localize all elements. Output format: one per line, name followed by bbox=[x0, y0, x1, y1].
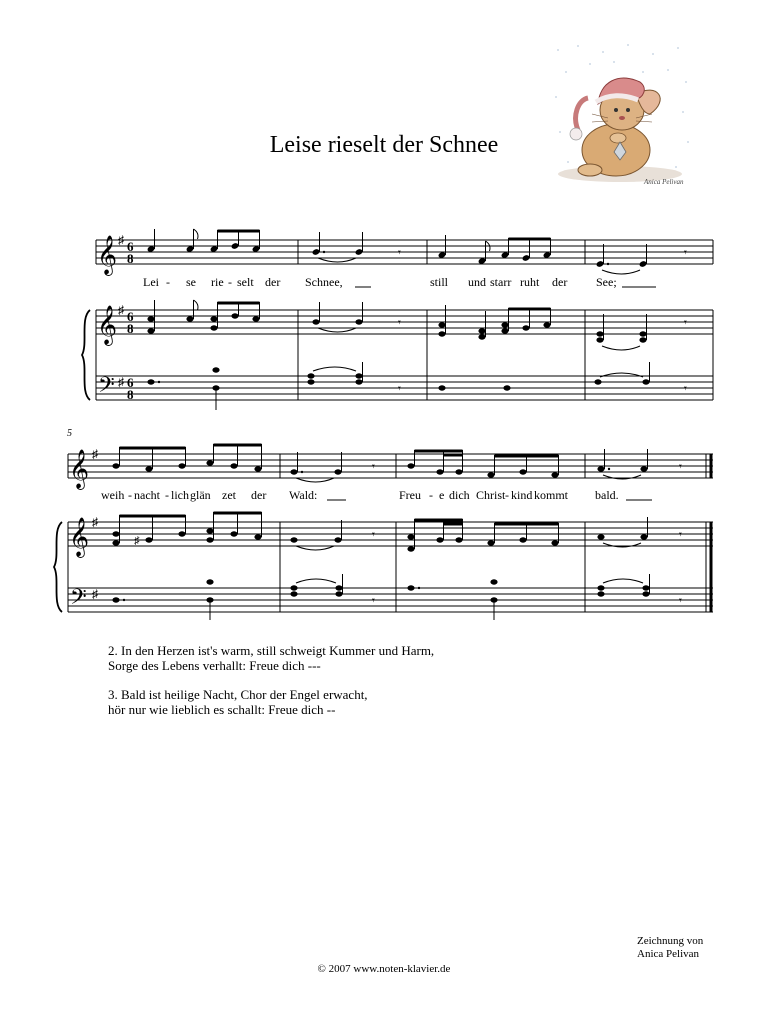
piano-treble-staff-1 bbox=[96, 310, 713, 334]
lyric-syllable: starr bbox=[490, 275, 512, 289]
time-signature-top: 6 bbox=[127, 239, 134, 254]
lyric-syllable: bald. bbox=[595, 488, 619, 502]
credit-line: Anica Pelivan bbox=[637, 948, 700, 960]
lyric-syllable: nacht bbox=[134, 488, 160, 502]
svg-text:𝄾: 𝄾 bbox=[398, 247, 401, 259]
svg-text:8: 8 bbox=[127, 387, 134, 402]
lyric-syllable: se bbox=[186, 275, 196, 289]
sharp-icon: ♯ bbox=[92, 447, 98, 461]
verse-2 bbox=[108, 643, 434, 673]
illustration-credit bbox=[637, 935, 703, 961]
verse-line: 2. In den Herzen ist's warm, still schweigt Kummer und Harm, bbox=[108, 643, 435, 658]
treble-clef-icon: 𝄞 bbox=[97, 305, 118, 345]
piano-bass-notes-1 bbox=[147, 362, 687, 410]
lyric-syllable: weih bbox=[101, 488, 125, 502]
piano-treble-staff-2 bbox=[68, 522, 713, 546]
lyric-syllable: Christ bbox=[476, 488, 506, 502]
lyric-syllable: zet bbox=[222, 488, 236, 502]
piano-brace bbox=[54, 522, 62, 612]
lyric-syllable: Lei bbox=[143, 275, 159, 289]
credit-line: Zeichnung von bbox=[637, 935, 704, 947]
svg-text:𝄾: 𝄾 bbox=[684, 317, 687, 329]
svg-text:𝄾: 𝄾 bbox=[372, 461, 375, 473]
svg-text:♯: ♯ bbox=[134, 535, 140, 547]
lyric-hyphen: - bbox=[429, 488, 433, 502]
lyric-syllable: See; bbox=[596, 275, 617, 289]
lyric-syllable: selt bbox=[237, 275, 254, 289]
treble-clef-icon: 𝄞 bbox=[97, 235, 118, 275]
lyric-hyphen: - bbox=[228, 275, 232, 289]
svg-text:𝄾: 𝄾 bbox=[372, 529, 375, 541]
lyric-hyphen: - bbox=[505, 488, 509, 502]
system-1 bbox=[82, 229, 713, 410]
additional-verses bbox=[108, 643, 434, 731]
lyric-syllable: und bbox=[468, 275, 486, 289]
svg-text:𝄾: 𝄾 bbox=[684, 383, 687, 395]
lyric-syllable: kind bbox=[511, 488, 533, 502]
svg-text:8: 8 bbox=[127, 321, 134, 336]
lyric-syllable: Schnee, bbox=[305, 275, 343, 289]
bass-clef-icon: 𝄢 bbox=[98, 373, 115, 403]
svg-text:𝄾: 𝄾 bbox=[398, 317, 401, 329]
svg-text:𝄾: 𝄾 bbox=[679, 461, 682, 473]
verse-line: Sorge des Lebens verhallt: Freue dich --- bbox=[108, 658, 321, 673]
svg-text:𝄾: 𝄾 bbox=[679, 529, 682, 541]
sharp-icon: ♯ bbox=[118, 303, 124, 317]
measure-number: 5 bbox=[67, 428, 72, 439]
lyric-hyphen: - bbox=[166, 275, 170, 289]
sharp-icon: ♯ bbox=[118, 233, 124, 247]
lyric-hyphen: - bbox=[165, 488, 169, 502]
treble-clef-icon: 𝄞 bbox=[69, 517, 90, 557]
svg-text:8: 8 bbox=[127, 251, 134, 266]
verse-line: hör nur wie lieblich es schallt: Freue dich -- bbox=[108, 702, 336, 717]
lyric-syllable: der bbox=[265, 275, 281, 289]
song-title: Leise rieselt der Schnee bbox=[269, 132, 499, 158]
piano-treble-notes-1 bbox=[147, 300, 687, 350]
lyric-syllable: der bbox=[552, 275, 568, 289]
svg-text:𝄾: 𝄾 bbox=[372, 595, 375, 607]
bass-clef-icon: 𝄢 bbox=[70, 585, 87, 615]
time-signature-top: 6 bbox=[127, 309, 134, 324]
lyric-syllable: lich bbox=[171, 488, 189, 502]
treble-clef-icon: 𝄞 bbox=[69, 449, 90, 489]
verse-line: 3. Bald ist heilige Nacht, Chor der Engel erwacht, bbox=[108, 687, 368, 702]
piano-bass-notes-2 bbox=[112, 574, 682, 620]
lyric-syllable: glän bbox=[190, 488, 211, 502]
copyright-notice: © 2007 www.noten-klavier.de bbox=[317, 963, 451, 975]
svg-text:𝄾: 𝄾 bbox=[398, 383, 401, 395]
lyric-syllable: e bbox=[439, 488, 445, 502]
sharp-icon: ♯ bbox=[118, 375, 124, 389]
time-signature-top: 6 bbox=[127, 375, 134, 390]
sharp-icon: ♯ bbox=[92, 515, 98, 529]
voice-notes-2 bbox=[112, 444, 682, 482]
system-2 bbox=[54, 444, 713, 620]
lyric-syllable: Freu bbox=[399, 488, 421, 502]
piano-brace bbox=[82, 310, 90, 400]
svg-text:𝄾: 𝄾 bbox=[684, 247, 687, 259]
voice-staff-2 bbox=[68, 454, 713, 478]
lyric-syllable: Wald: bbox=[289, 488, 318, 502]
lyric-syllable: still bbox=[430, 275, 449, 289]
illustration-signature: Anica Pelivan bbox=[644, 178, 684, 186]
lyric-syllable: rie bbox=[211, 275, 224, 289]
piano-bass-staff-1 bbox=[96, 376, 713, 400]
piano-bass-staff-2 bbox=[68, 588, 713, 612]
voice-staff-1 bbox=[96, 240, 713, 264]
lyric-syllable: kommt bbox=[534, 488, 569, 502]
sharp-icon: ♯ bbox=[92, 587, 98, 601]
voice-notes-1 bbox=[147, 229, 687, 274]
lyric-hyphen: - bbox=[128, 488, 132, 502]
lyric-syllable: der bbox=[251, 488, 267, 502]
lyric-syllable: ruht bbox=[520, 275, 540, 289]
lyric-syllable: dich bbox=[449, 488, 470, 502]
svg-text:𝄾: 𝄾 bbox=[679, 595, 682, 607]
verse-3 bbox=[108, 687, 434, 717]
